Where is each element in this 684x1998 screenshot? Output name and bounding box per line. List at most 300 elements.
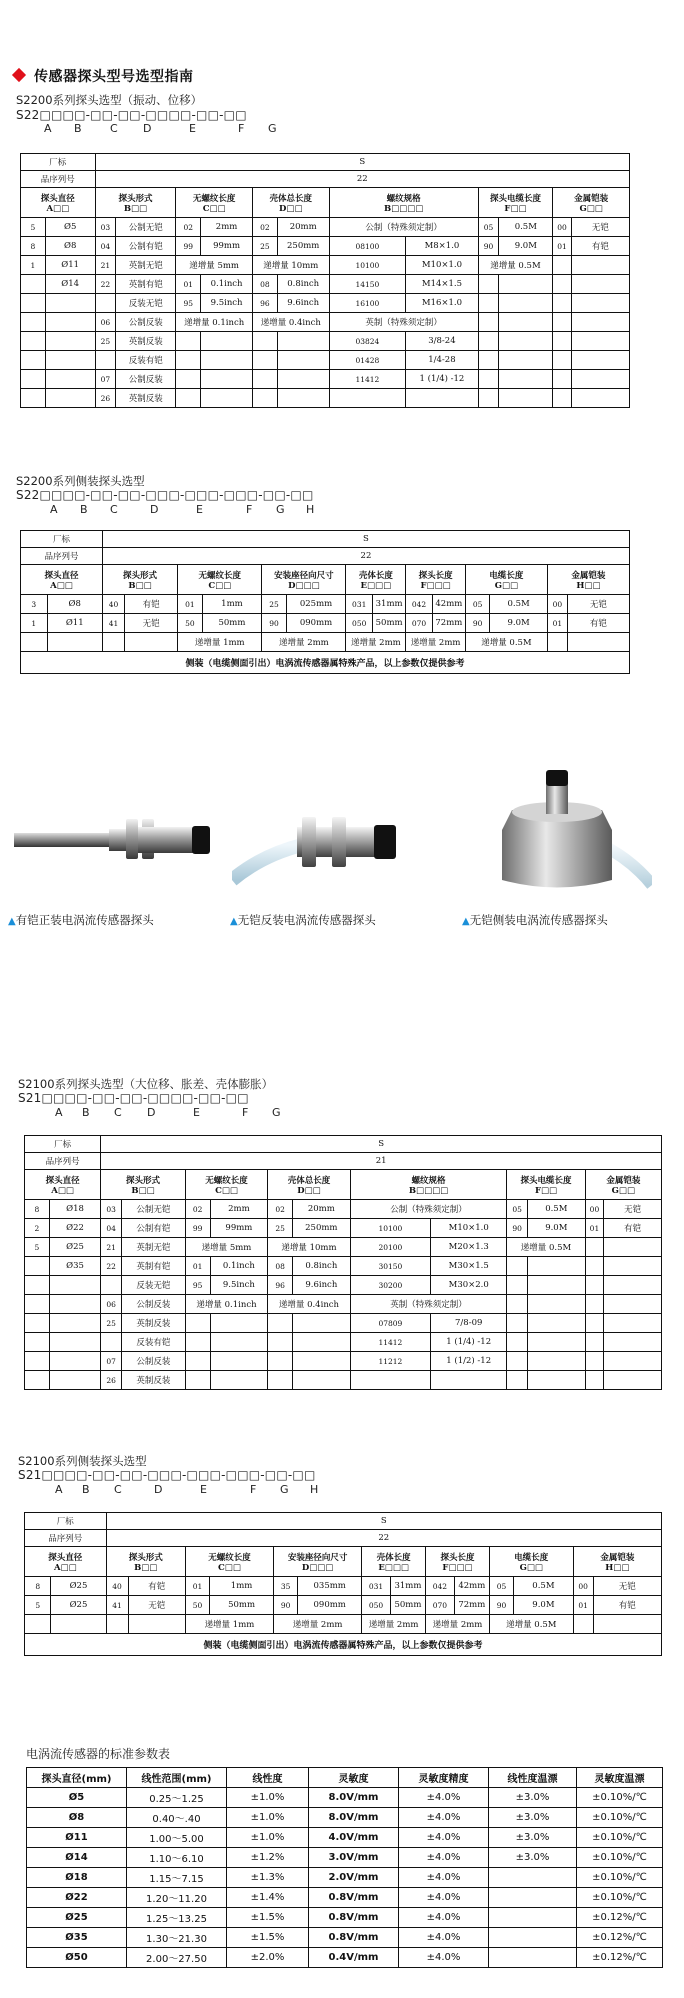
table-cell: 递增量 0.4inch (252, 313, 329, 332)
table-cell: 0.5M (514, 1577, 574, 1596)
table-cell: 5 (21, 218, 46, 237)
column-header-title: 壳体长度 (376, 1552, 411, 1563)
table-cell: 72mm (454, 1596, 489, 1615)
table-cell (21, 351, 46, 370)
table-cell (527, 1295, 585, 1314)
table-cell: 07 (95, 370, 116, 389)
table-cell: 1mm (202, 595, 262, 614)
table-cell: 反装无铠 (116, 294, 176, 313)
table-cell: 公制无铠 (116, 218, 176, 237)
table-cell: 1.20～11.20 (127, 1888, 227, 1908)
table-cell (21, 370, 46, 389)
table-cell: ±3.0% (489, 1828, 577, 1848)
column-header-code: H□□ (605, 1562, 630, 1573)
table-row (25, 1200, 662, 1219)
table-cell: 公制反装 (121, 1295, 185, 1314)
table-cell (431, 1371, 507, 1390)
table-cell (527, 1314, 585, 1333)
column-header-title: 探头电缆长度 (489, 193, 541, 204)
table-cell: ±0.10%/℃ (577, 1848, 663, 1868)
column-header-title: 探头形式 (126, 1175, 161, 1186)
table-row (21, 237, 630, 256)
triangle-bullet-icon: ▲ (462, 916, 470, 927)
table-cell: 50mm (373, 614, 406, 633)
table-cell: 0.8inch (277, 275, 329, 294)
table-cell (101, 1333, 122, 1352)
table-cell (507, 1295, 528, 1314)
table-cell: ±4.0% (399, 1828, 489, 1848)
column-header (106, 1547, 185, 1577)
table-cell (478, 275, 499, 294)
column-header-title: 螺纹规格 (386, 193, 421, 204)
table-row (25, 1257, 662, 1276)
table-cell: 99 (176, 237, 201, 256)
table-cell: 20mm (277, 218, 329, 237)
table-cell (268, 1314, 293, 1333)
table-cell: 8 (25, 1577, 51, 1596)
table-cell (268, 1333, 293, 1352)
table-cell (585, 1333, 604, 1352)
table-cell (201, 332, 253, 351)
table-cell: Ø25 (51, 1577, 106, 1596)
table-cell: 25 (268, 1219, 293, 1238)
column-header-title: 无螺纹长度 (205, 1175, 248, 1186)
column-header-code: E□□□ (360, 580, 392, 591)
table-cell: ±4.0% (399, 1808, 489, 1828)
table-cell: 4.0V/mm (309, 1828, 399, 1848)
column-header-code: G□□ (611, 1185, 635, 1196)
s1-spec-table (20, 153, 630, 408)
table-cell (25, 1295, 50, 1314)
table-cell (478, 370, 499, 389)
table-cell: 08 (252, 275, 277, 294)
table-cell (527, 1371, 585, 1390)
s2-subtitle: S2200系列侧装探头选型 (16, 474, 145, 488)
table-cell: Ø14 (27, 1848, 127, 1868)
table-row (21, 275, 630, 294)
table-cell: 042 (426, 1577, 455, 1596)
table-row (21, 332, 630, 351)
manufacturer-row (21, 531, 630, 548)
s2-spec-table (20, 530, 630, 674)
column-header-code: C□□ (208, 580, 232, 591)
table-cell (585, 1314, 604, 1333)
column-header-title: 安装座径向尺寸 (274, 570, 334, 581)
table-cell (277, 351, 329, 370)
table-cell: ±4.0% (399, 1908, 489, 1928)
column-header (507, 1170, 585, 1200)
table-cell: 99mm (210, 1219, 268, 1238)
table-row (25, 1295, 662, 1314)
table-cell (45, 294, 95, 313)
table-cell (571, 275, 629, 294)
table-cell (553, 351, 572, 370)
table-cell (489, 1868, 577, 1888)
table-cell: 有铠 (571, 237, 629, 256)
column-header-title: 探头直径 (48, 1552, 83, 1563)
table-cell (210, 1352, 268, 1371)
table-cell (604, 1295, 662, 1314)
table-cell: 30200 (350, 1276, 430, 1295)
table-cell (604, 1333, 662, 1352)
table-cell: 07809 (350, 1314, 430, 1333)
table-cell (49, 1333, 101, 1352)
table-cell: 递增量 0.5M (489, 1615, 573, 1634)
table-cell: 50mm (202, 614, 262, 633)
table-cell (277, 332, 329, 351)
table-cell (499, 351, 553, 370)
table-cell: Ø35 (27, 1928, 127, 1948)
s1-subtitle: S2200系列探头选型（振动、位移） (16, 93, 203, 107)
table-cell (292, 1371, 350, 1390)
unarmored-reverse-probe-photo (232, 775, 412, 895)
table-cell: Ø35 (49, 1257, 101, 1276)
table-cell: 9.0M (490, 614, 548, 633)
column-header (252, 188, 329, 218)
armored-probe-photo (14, 785, 210, 895)
table-cell: 99mm (201, 237, 253, 256)
table-cell (571, 370, 629, 389)
table-cell: 10100 (350, 1219, 430, 1238)
table-cell (49, 1352, 101, 1371)
table-cell: 1 (1/2) -12 (431, 1352, 507, 1371)
table-cell: 30150 (350, 1257, 430, 1276)
table-cell: 00 (553, 218, 572, 237)
table-cell: 05 (489, 1577, 513, 1596)
table-cell: 50 (178, 614, 202, 633)
table-cell (406, 389, 478, 408)
table-cell: 递增量 0.5M (507, 1238, 585, 1257)
table-cell (499, 294, 553, 313)
column-header (95, 188, 176, 218)
params-row (27, 1828, 663, 1848)
s4-spec-table (24, 1512, 662, 1656)
table-cell (593, 1615, 662, 1634)
column-header-title: 探头长度 (418, 570, 453, 581)
table-cell: 90 (478, 237, 499, 256)
column-header-title: 电缆长度 (514, 1552, 549, 1563)
table-cell: 1mm (210, 1577, 274, 1596)
table-cell: 英制有铠 (121, 1257, 185, 1276)
header-row (25, 1547, 662, 1577)
table-cell: M30×1.5 (431, 1257, 507, 1276)
table-cell: 04 (95, 237, 116, 256)
column-header-title: 螺纹规格 (411, 1175, 446, 1186)
params-title: 电涡流传感器的标准参数表 (26, 1747, 171, 1761)
series-label: 品序列号 (21, 171, 96, 188)
table-cell (25, 1314, 50, 1333)
column-header-code: D□□ (297, 1185, 321, 1196)
table-row (21, 351, 630, 370)
table-cell (277, 370, 329, 389)
s3-subtitle: S2100系列探头选型（大位移、胀差、壳体膨胀） (18, 1077, 274, 1091)
table-cell: 无铠 (125, 614, 178, 633)
table-cell (604, 1352, 662, 1371)
column-header-code: D□□□ (288, 580, 320, 591)
s4-code: S21□□□□-□□-□□-□□□-□□□-□□□-□□-□□ (18, 1468, 316, 1482)
table-cell: 3/8-24 (406, 332, 478, 351)
table-cell: 42mm (454, 1577, 489, 1596)
series-label: 品序列号 (25, 1153, 101, 1170)
column-header (585, 1170, 661, 1200)
table-cell (252, 370, 277, 389)
column-header-code: D□□□ (301, 1562, 334, 1573)
table-cell: 5 (25, 1238, 50, 1257)
table-cell: 递增量 5mm (176, 256, 253, 275)
table-cell: 无铠 (604, 1200, 662, 1219)
table-cell (489, 1928, 577, 1948)
table-cell (585, 1257, 604, 1276)
table-cell: 英制（特殊须定制） (329, 313, 478, 332)
table-cell (45, 389, 95, 408)
table-cell: 02 (176, 218, 201, 237)
table-cell: 20mm (292, 1200, 350, 1219)
table-cell (49, 1295, 101, 1314)
table-cell: ±2.0% (227, 1948, 309, 1968)
table-cell: 8.0V/mm (309, 1788, 399, 1808)
table-row (21, 256, 630, 275)
table-cell: 9.5inch (210, 1276, 268, 1295)
column-header-code: A□□ (51, 1185, 74, 1196)
table-cell: 0.1inch (201, 275, 253, 294)
table-cell: 26 (95, 389, 116, 408)
manufacturer-row (21, 154, 630, 171)
table-cell: 递增量 10mm (268, 1238, 350, 1257)
table-cell: 9.5inch (201, 294, 253, 313)
table-cell: 反装无铠 (121, 1276, 185, 1295)
column-header-code: F□□□ (420, 580, 451, 591)
table-cell: ±4.0% (399, 1868, 489, 1888)
table-cell: 2mm (201, 218, 253, 237)
table-cell: 40 (102, 595, 124, 614)
manufacturer-value: S (95, 154, 629, 171)
table-cell: 21 (101, 1238, 122, 1257)
table-cell (185, 1352, 210, 1371)
table-cell (527, 1352, 585, 1371)
table-cell (571, 351, 629, 370)
header-row (21, 565, 630, 595)
table-row (25, 1371, 662, 1390)
table-cell: 08 (268, 1257, 293, 1276)
table-cell: 07 (101, 1352, 122, 1371)
table-cell: Ø11 (27, 1828, 127, 1848)
table-cell: 090mm (298, 1596, 362, 1615)
column-header-title: 壳体总长度 (287, 1175, 331, 1186)
column-header-code: F□□ (534, 1185, 558, 1196)
column-header (21, 188, 96, 218)
table-cell (507, 1371, 528, 1390)
column-header-code: B□□ (134, 1562, 158, 1573)
table-cell: M20×1.3 (431, 1238, 507, 1257)
table-cell: ±1.3% (227, 1868, 309, 1888)
table-cell: Ø22 (27, 1888, 127, 1908)
table-cell: 1.10～6.10 (127, 1848, 227, 1868)
s3-code: S21□□□□-□□-□□-□□□□-□□-□□ (18, 1091, 249, 1105)
table-cell (21, 389, 46, 408)
table-row (21, 633, 630, 652)
table-row (21, 614, 630, 633)
table-cell: 0.8inch (292, 1257, 350, 1276)
params-header-row (27, 1768, 663, 1788)
series-value: 22 (102, 548, 629, 565)
series-label: 品序列号 (25, 1530, 107, 1547)
table-cell: 31mm (373, 595, 406, 614)
table-cell: 090mm (286, 614, 346, 633)
column-header-title: 探头形式 (128, 1552, 163, 1563)
table-cell: 0.8V/mm (309, 1908, 399, 1928)
table-cell: 31mm (390, 1577, 425, 1596)
table-row (25, 1577, 662, 1596)
table-cell: 1.15～7.15 (127, 1868, 227, 1888)
column-header-code: F□□□ (442, 1562, 473, 1573)
table-cell (553, 294, 572, 313)
params-row (27, 1788, 663, 1808)
table-cell: 20100 (350, 1238, 430, 1257)
column-header-code: G□□ (494, 580, 519, 591)
s4-subtitle: S2100系列侧装探头选型 (18, 1454, 147, 1468)
series-row (21, 171, 630, 188)
table-cell: 01 (185, 1577, 209, 1596)
table-cell (277, 389, 329, 408)
table-cell: 有铠 (593, 1596, 662, 1615)
table-cell (489, 1948, 577, 1968)
table-cell: ±0.10%/℃ (577, 1808, 663, 1828)
table-cell (571, 332, 629, 351)
table-cell: 3 (21, 595, 48, 614)
table-cell: Ø18 (49, 1200, 101, 1219)
table-cell (25, 1615, 51, 1634)
column-header (426, 1547, 490, 1577)
table-cell: Ø5 (45, 218, 95, 237)
table-cell: 2 (25, 1219, 50, 1238)
table-cell: 1 (21, 256, 46, 275)
table-cell (47, 633, 102, 652)
column-header (262, 565, 346, 595)
column-header-code: A□□ (50, 580, 73, 591)
table-cell: 递增量 2mm (262, 633, 346, 652)
column-header-code: D□□ (279, 203, 303, 214)
table-cell: 无铠 (128, 1596, 185, 1615)
table-cell: 8 (21, 237, 46, 256)
triangle-bullet-icon: ▲ (8, 916, 16, 927)
table-cell (252, 351, 277, 370)
series-row (21, 548, 630, 565)
column-header-code: A□□ (53, 1562, 77, 1573)
table-cell: 42mm (432, 595, 465, 614)
table-cell: 3.0V/mm (309, 1848, 399, 1868)
table-cell: 90 (262, 614, 286, 633)
table-cell: 有铠 (128, 1577, 185, 1596)
table-cell (571, 313, 629, 332)
table-cell: 0.5M (499, 218, 553, 237)
column-header (573, 1547, 661, 1577)
s2-code: S22□□□□-□□-□□-□□□-□□□-□□□-□□-□□ (16, 488, 314, 502)
table-cell: 公制反装 (116, 370, 176, 389)
table-cell: 21 (95, 256, 116, 275)
table-row (25, 1615, 662, 1634)
table-cell: 90 (507, 1219, 528, 1238)
table-cell: 01 (553, 237, 572, 256)
table-cell: ±4.0% (399, 1888, 489, 1908)
table-cell: 递增量 2mm (406, 633, 466, 652)
table-cell: 50mm (390, 1596, 425, 1615)
table-cell: 070 (406, 614, 433, 633)
column-header-title: 金属铠装 (571, 570, 606, 581)
table-cell (185, 1371, 210, 1390)
column-header (101, 1170, 186, 1200)
table-cell: 0.1inch (210, 1257, 268, 1276)
table-cell: 11212 (350, 1352, 430, 1371)
table-cell: 公制（特殊须定制） (350, 1200, 507, 1219)
table-cell (499, 370, 553, 389)
table-row (25, 1314, 662, 1333)
table-cell: 01428 (329, 351, 406, 370)
table-cell (45, 370, 95, 389)
table-cell (21, 294, 46, 313)
table-cell (604, 1276, 662, 1295)
series-value: 22 (106, 1530, 661, 1547)
table-cell (350, 1371, 430, 1390)
column-header-title: 壳体总长度 (269, 193, 313, 204)
table-cell: 22 (95, 275, 116, 294)
table-cell: ±1.2% (227, 1848, 309, 1868)
s3-spec-table (24, 1135, 662, 1390)
table-cell: 72mm (432, 614, 465, 633)
column-header: 线性范围(mm) (127, 1768, 227, 1788)
table-cell: 递增量 0.1inch (185, 1295, 267, 1314)
table-cell: 递增量 1mm (178, 633, 262, 652)
column-header-code: C□□ (218, 1562, 241, 1573)
table-cell: ±0.10%/℃ (577, 1868, 663, 1888)
table-cell: 031 (362, 1577, 391, 1596)
table-cell (527, 1257, 585, 1276)
table-cell: Ø25 (51, 1596, 106, 1615)
series-value: 22 (95, 171, 629, 188)
table-cell (25, 1333, 50, 1352)
table-cell: 05 (478, 218, 499, 237)
table-cell (106, 1615, 128, 1634)
column-header-code: A□□ (46, 203, 70, 214)
table-cell: M16×1.0 (406, 294, 478, 313)
table-cell: 9.6inch (292, 1276, 350, 1295)
table-cell (252, 332, 277, 351)
table-cell (553, 389, 572, 408)
series-row (25, 1153, 662, 1170)
table-cell: Ø8 (45, 237, 95, 256)
table-cell (25, 1371, 50, 1390)
table-cell: 0.5M (490, 595, 548, 614)
table-cell: 反装有铠 (116, 351, 176, 370)
table-cell: 00 (573, 1577, 593, 1596)
table-cell: 41 (106, 1596, 128, 1615)
table-cell: 9.0M (514, 1596, 574, 1615)
table-cell: 035mm (298, 1577, 362, 1596)
table-cell: 50mm (210, 1596, 274, 1615)
column-header-title: 探头电缆长度 (520, 1175, 572, 1186)
table-cell (25, 1352, 50, 1371)
table-cell: 96 (268, 1276, 293, 1295)
table-cell: 96 (252, 294, 277, 313)
table-cell (553, 370, 572, 389)
table-cell: 02 (268, 1200, 293, 1219)
column-header (478, 188, 553, 218)
table-cell: 050 (346, 614, 373, 633)
table-cell: 1 (21, 614, 48, 633)
note-row (25, 1634, 662, 1656)
photo-caption-1: ▲有铠正装电涡流传感器探头 (8, 913, 154, 927)
table-note: 侧装（电缆侧面引出）电涡流传感器属特殊产品，以上参数仅提供参考 (25, 1634, 662, 1656)
column-header: 灵敏度精度 (399, 1768, 489, 1788)
